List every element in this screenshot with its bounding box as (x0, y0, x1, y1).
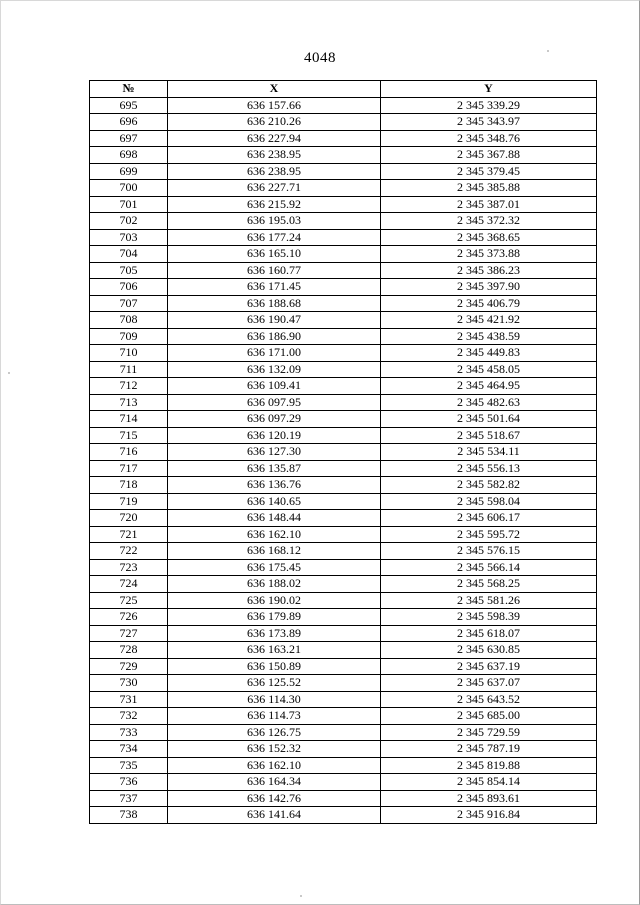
cell-number: 716 (90, 444, 168, 461)
cell-x: 636 179.89 (168, 609, 381, 626)
table-row (90, 130, 597, 147)
table-row (90, 97, 597, 114)
cell-x: 636 168.12 (168, 543, 381, 560)
cell-number: 695 (90, 97, 168, 114)
table-row (90, 493, 597, 510)
cell-number: 697 (90, 130, 168, 147)
table-row (90, 543, 597, 560)
cell-y: 2 345 406.79 (381, 295, 597, 312)
page-number: 4048 (304, 50, 336, 66)
cell-number: 725 (90, 592, 168, 609)
table-row (90, 757, 597, 774)
cell-number: 711 (90, 361, 168, 378)
cell-y: 2 345 637.19 (381, 658, 597, 675)
header-x: X (168, 81, 381, 98)
cell-x: 636 157.66 (168, 97, 381, 114)
table-row (90, 147, 597, 164)
cell-x: 636 150.89 (168, 658, 381, 675)
cell-x: 636 141.64 (168, 807, 381, 824)
header-number: № (90, 81, 168, 98)
cell-x: 636 142.76 (168, 790, 381, 807)
cell-y: 2 345 421.92 (381, 312, 597, 329)
cell-y: 2 345 339.29 (381, 97, 597, 114)
cell-x: 636 140.65 (168, 493, 381, 510)
table-row (90, 114, 597, 131)
table-row (90, 526, 597, 543)
cell-y: 2 345 501.64 (381, 411, 597, 428)
cell-y: 2 345 348.76 (381, 130, 597, 147)
cell-x: 636 186.90 (168, 328, 381, 345)
cell-x: 636 188.68 (168, 295, 381, 312)
cell-number: 698 (90, 147, 168, 164)
cell-x: 636 188.02 (168, 576, 381, 593)
table-row (90, 708, 597, 725)
cell-number: 730 (90, 675, 168, 692)
cell-number: 731 (90, 691, 168, 708)
cell-y: 2 345 576.15 (381, 543, 597, 560)
cell-number: 735 (90, 757, 168, 774)
table-row (90, 444, 597, 461)
cell-y: 2 345 518.67 (381, 427, 597, 444)
table-row (90, 163, 597, 180)
table-row (90, 196, 597, 213)
cell-number: 696 (90, 114, 168, 131)
cell-x: 636 162.10 (168, 757, 381, 774)
table-row (90, 559, 597, 576)
table-row (90, 609, 597, 626)
table-row (90, 625, 597, 642)
table-row (90, 312, 597, 329)
table-row (90, 477, 597, 494)
table-header (90, 81, 597, 98)
cell-x: 636 177.24 (168, 229, 381, 246)
cell-number: 703 (90, 229, 168, 246)
table-row (90, 642, 597, 659)
cell-y: 2 345 386.23 (381, 262, 597, 279)
cell-y: 2 345 367.88 (381, 147, 597, 164)
cell-x: 636 097.29 (168, 411, 381, 428)
table-row (90, 460, 597, 477)
cell-number: 726 (90, 609, 168, 626)
cell-x: 636 152.32 (168, 741, 381, 758)
table-row (90, 246, 597, 263)
cell-y: 2 345 630.85 (381, 642, 597, 659)
cell-number: 712 (90, 378, 168, 395)
cell-number: 721 (90, 526, 168, 543)
cell-number: 737 (90, 790, 168, 807)
cell-number: 718 (90, 477, 168, 494)
table-row (90, 741, 597, 758)
cell-y: 2 345 598.39 (381, 609, 597, 626)
cell-number: 705 (90, 262, 168, 279)
cell-y: 2 345 595.72 (381, 526, 597, 543)
cell-y: 2 345 379.45 (381, 163, 597, 180)
cell-y: 2 345 787.19 (381, 741, 597, 758)
cell-x: 636 160.77 (168, 262, 381, 279)
header-y: Y (381, 81, 597, 98)
table-header-row (90, 81, 597, 98)
cell-number: 707 (90, 295, 168, 312)
cell-x: 636 120.19 (168, 427, 381, 444)
table-row (90, 510, 597, 527)
cell-y: 2 345 568.25 (381, 576, 597, 593)
table-row (90, 807, 597, 824)
cell-x: 636 164.34 (168, 774, 381, 791)
cell-x: 636 173.89 (168, 625, 381, 642)
table-row (90, 592, 597, 609)
cell-number: 723 (90, 559, 168, 576)
table-row (90, 361, 597, 378)
cell-number: 727 (90, 625, 168, 642)
cell-x: 636 227.71 (168, 180, 381, 197)
cell-x: 636 227.94 (168, 130, 381, 147)
table-row (90, 394, 597, 411)
table-row (90, 691, 597, 708)
cell-y: 2 345 819.88 (381, 757, 597, 774)
scan-speck (8, 372, 10, 374)
cell-number: 714 (90, 411, 168, 428)
cell-y: 2 345 893.61 (381, 790, 597, 807)
cell-y: 2 345 372.32 (381, 213, 597, 230)
table-row (90, 411, 597, 428)
cell-number: 720 (90, 510, 168, 527)
table-row (90, 378, 597, 395)
cell-y: 2 345 916.84 (381, 807, 597, 824)
cell-number: 702 (90, 213, 168, 230)
cell-y: 2 345 482.63 (381, 394, 597, 411)
cell-x: 636 135.87 (168, 460, 381, 477)
cell-x: 636 136.76 (168, 477, 381, 494)
cell-x: 636 238.95 (168, 163, 381, 180)
cell-x: 636 190.02 (168, 592, 381, 609)
cell-number: 736 (90, 774, 168, 791)
cell-y: 2 345 385.88 (381, 180, 597, 197)
cell-number: 701 (90, 196, 168, 213)
cell-number: 710 (90, 345, 168, 362)
cell-x: 636 175.45 (168, 559, 381, 576)
cell-y: 2 345 582.82 (381, 477, 597, 494)
scan-speck (300, 895, 302, 897)
cell-number: 734 (90, 741, 168, 758)
cell-x: 636 163.21 (168, 642, 381, 659)
table-row (90, 675, 597, 692)
cell-y: 2 345 343.97 (381, 114, 597, 131)
cell-number: 717 (90, 460, 168, 477)
cell-y: 2 345 566.14 (381, 559, 597, 576)
cell-y: 2 345 464.95 (381, 378, 597, 395)
cell-number: 713 (90, 394, 168, 411)
table-row (90, 658, 597, 675)
cell-x: 636 190.47 (168, 312, 381, 329)
cell-y: 2 345 397.90 (381, 279, 597, 296)
table-row (90, 724, 597, 741)
table-row (90, 790, 597, 807)
cell-x: 636 162.10 (168, 526, 381, 543)
cell-number: 722 (90, 543, 168, 560)
cell-x: 636 195.03 (168, 213, 381, 230)
cell-y: 2 345 581.26 (381, 592, 597, 609)
cell-x: 636 238.95 (168, 147, 381, 164)
cell-y: 2 345 598.04 (381, 493, 597, 510)
cell-x: 636 215.92 (168, 196, 381, 213)
cell-x: 636 097.95 (168, 394, 381, 411)
cell-number: 733 (90, 724, 168, 741)
cell-y: 2 345 438.59 (381, 328, 597, 345)
cell-y: 2 345 606.17 (381, 510, 597, 527)
cell-y: 2 345 368.65 (381, 229, 597, 246)
cell-number: 728 (90, 642, 168, 659)
cell-x: 636 127.30 (168, 444, 381, 461)
cell-y: 2 345 643.52 (381, 691, 597, 708)
scan-speck (547, 50, 549, 52)
cell-y: 2 345 458.05 (381, 361, 597, 378)
cell-x: 636 114.30 (168, 691, 381, 708)
cell-y: 2 345 534.11 (381, 444, 597, 461)
cell-x: 636 171.45 (168, 279, 381, 296)
coordinates-table (89, 80, 597, 824)
cell-x: 636 132.09 (168, 361, 381, 378)
cell-y: 2 345 387.01 (381, 196, 597, 213)
cell-x: 636 126.75 (168, 724, 381, 741)
table-row (90, 427, 597, 444)
cell-x: 636 165.10 (168, 246, 381, 263)
table-row (90, 180, 597, 197)
cell-number: 704 (90, 246, 168, 263)
cell-x: 636 125.52 (168, 675, 381, 692)
cell-x: 636 171.00 (168, 345, 381, 362)
cell-x: 636 210.26 (168, 114, 381, 131)
cell-y: 2 345 449.83 (381, 345, 597, 362)
cell-y: 2 345 373.88 (381, 246, 597, 263)
cell-number: 700 (90, 180, 168, 197)
table-row (90, 774, 597, 791)
cell-y: 2 345 556.13 (381, 460, 597, 477)
table-body (90, 97, 597, 823)
cell-number: 708 (90, 312, 168, 329)
table-row (90, 213, 597, 230)
table-row (90, 345, 597, 362)
cell-number: 729 (90, 658, 168, 675)
table-row (90, 576, 597, 593)
cell-y: 2 345 618.07 (381, 625, 597, 642)
cell-y: 2 345 637.07 (381, 675, 597, 692)
cell-number: 709 (90, 328, 168, 345)
cell-y: 2 345 854.14 (381, 774, 597, 791)
table-row (90, 229, 597, 246)
table-row (90, 262, 597, 279)
cell-number: 724 (90, 576, 168, 593)
cell-number: 732 (90, 708, 168, 725)
cell-number: 715 (90, 427, 168, 444)
cell-x: 636 114.73 (168, 708, 381, 725)
table-row (90, 295, 597, 312)
cell-y: 2 345 685.00 (381, 708, 597, 725)
cell-number: 738 (90, 807, 168, 824)
cell-x: 636 109.41 (168, 378, 381, 395)
cell-number: 719 (90, 493, 168, 510)
cell-y: 2 345 729.59 (381, 724, 597, 741)
cell-x: 636 148.44 (168, 510, 381, 527)
cell-number: 699 (90, 163, 168, 180)
cell-number: 706 (90, 279, 168, 296)
table-row (90, 279, 597, 296)
table-row (90, 328, 597, 345)
